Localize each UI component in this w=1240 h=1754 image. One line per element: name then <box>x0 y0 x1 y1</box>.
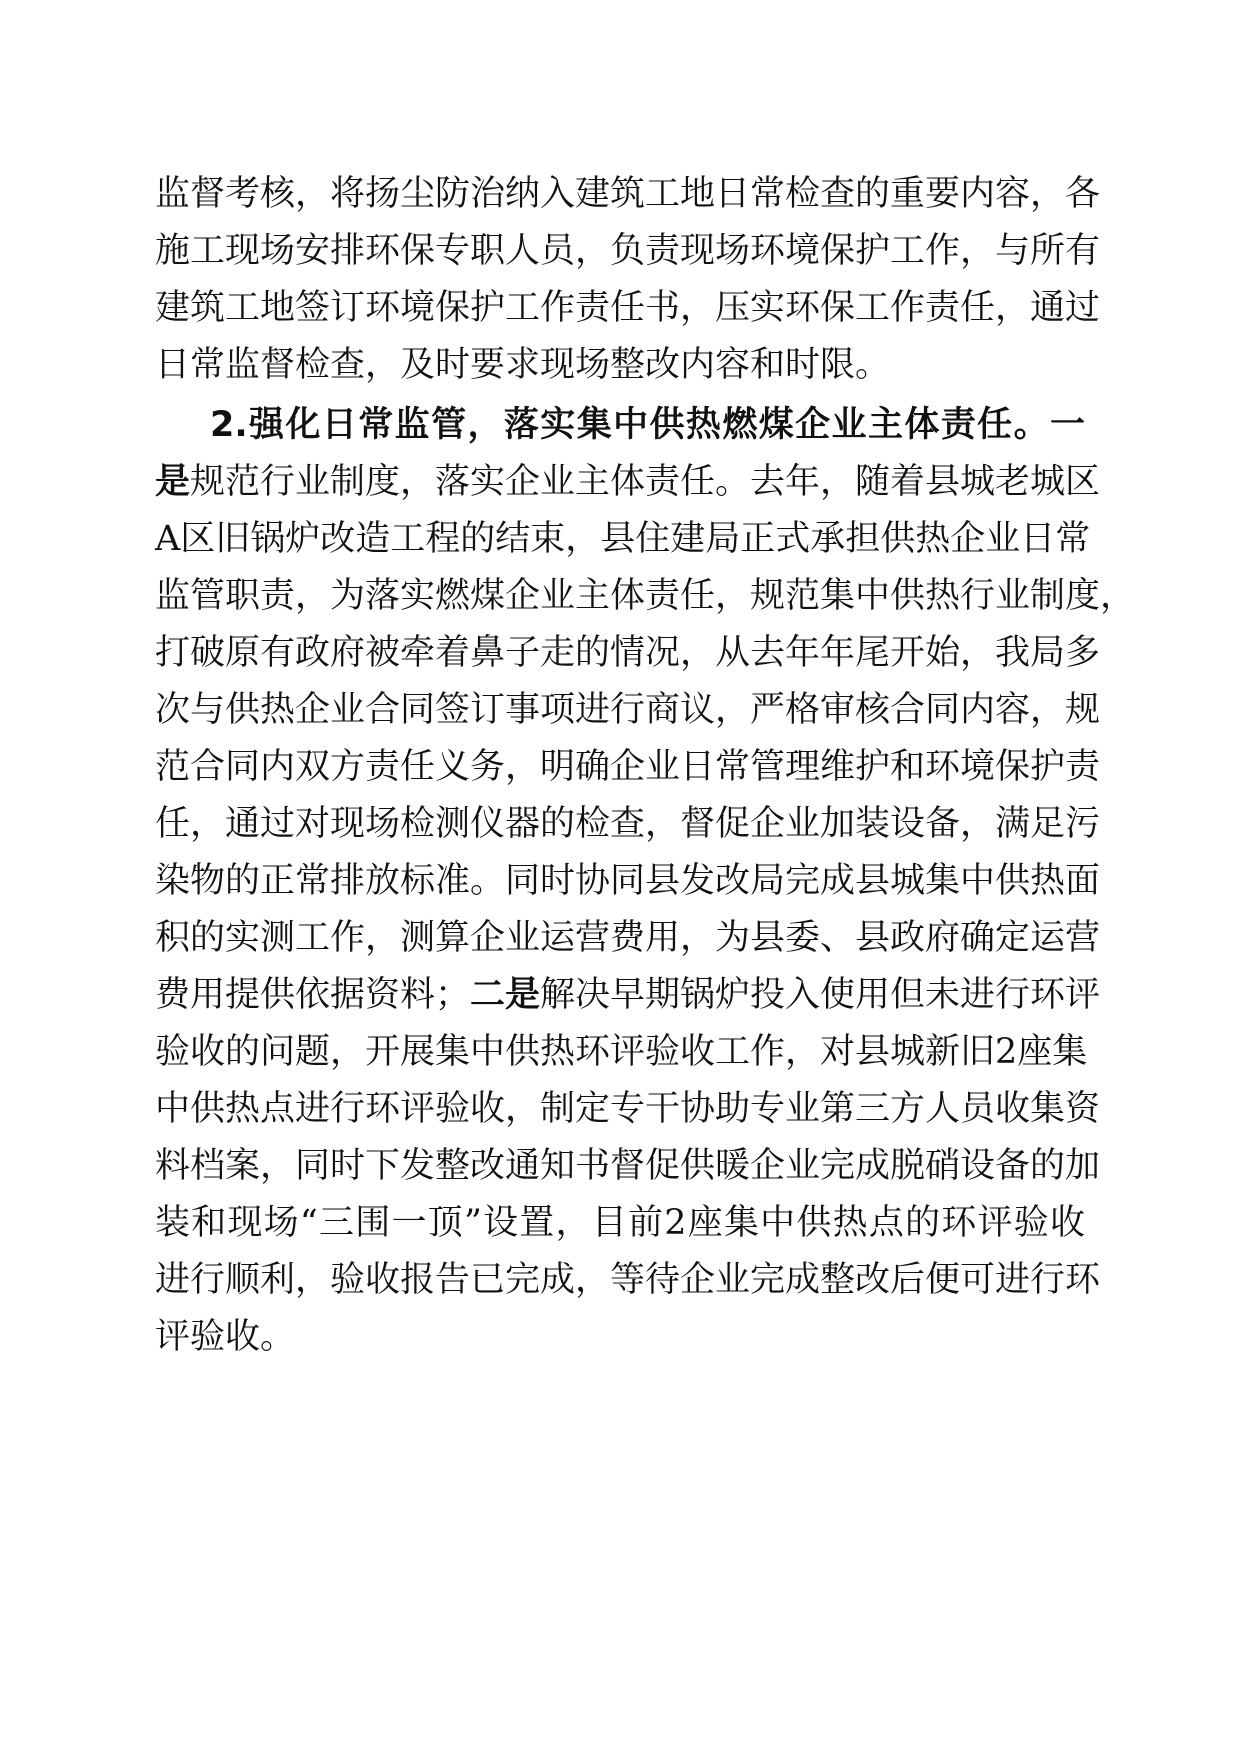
paragraph-2-line-15: 装和现场“三围一顶”设置，目前2座集中供热点的环评验收 <box>155 1203 1085 1243</box>
paragraph-2-line-11-pre: 费用提供依据资料； <box>155 975 471 1015</box>
bold-marker-second: 二是 <box>470 975 541 1015</box>
paragraph-2-line-7: 范合同内双方责任义务，明确企业日常管理维护和环境保护责 <box>155 747 1101 787</box>
paragraph-2-line-13: 中供热点进行环评验收，制定专干协助专业第三方人员收集资 <box>155 1089 1101 1129</box>
paragraph-2-line-4: 监管职责，为落实燃煤企业主体责任，规范集中供热行业制度， <box>155 576 1136 616</box>
paragraph-2-line-2-text: 规范行业制度，落实企业主体责任。去年，随着县城老城区 <box>190 462 1101 502</box>
paragraph-2-line-11 <box>155 975 1101 1015</box>
paragraph-1-line-1: 监督考核，将扬尘防治纳入建筑工地日常检查的重要内容，各 <box>155 174 1101 214</box>
paragraph-2-line-3: A区旧锅炉改造工程的结束，县住建局正式承担供热企业日常 <box>155 519 1091 559</box>
paragraph-2-line-2 <box>155 462 1101 502</box>
paragraph-2-line-17: 评验收。 <box>155 1317 296 1357</box>
section-heading: 2.强化日常监管，落实集中供热燃煤企业主体责任。一 <box>210 405 1085 445</box>
paragraph-2-line-11-post: 解决早期锅炉投入使用但未进行环评 <box>540 975 1101 1015</box>
paragraph-1-line-4: 日常监督检查，及时要求现场整改内容和时限。 <box>155 345 891 385</box>
paragraph-2-line-12: 验收的问题，开展集中供热环评验收工作，对县城新旧2座集 <box>155 1032 1088 1072</box>
paragraph-1-line-3: 建筑工地签订环境保护工作责任书，压实环保工作责任，通过 <box>155 288 1101 328</box>
paragraph-2-line-5: 打破原有政府被牵着鼻子走的情况，从去年年尾开始，我局多 <box>155 633 1101 673</box>
paragraph-2-line-10: 积的实测工作，测算企业运营费用，为县委、县政府确定运营 <box>155 918 1101 958</box>
paragraph-2-line-8: 任，通过对现场检测仪器的检查，督促企业加装设备，满足污 <box>155 804 1101 844</box>
paragraph-2-line-6: 次与供热企业合同签订事项进行商议，严格审核合同内容，规 <box>155 690 1101 730</box>
paragraph-2-line-14: 料档案，同时下发整改通知书督促供暖企业完成脱硝设备的加 <box>155 1146 1101 1186</box>
paragraph-2-line-9: 染物的正常排放标准。同时协同县发改局完成县城集中供热面 <box>155 861 1101 901</box>
paragraph-2-line-16: 进行顺利，验收报告已完成，等待企业完成整改后便可进行环 <box>155 1260 1101 1300</box>
paragraph-1-line-2: 施工现场安排环保专职人员，负责现场环境保护工作，与所有 <box>155 231 1101 271</box>
bold-marker-first: 是 <box>155 462 191 502</box>
